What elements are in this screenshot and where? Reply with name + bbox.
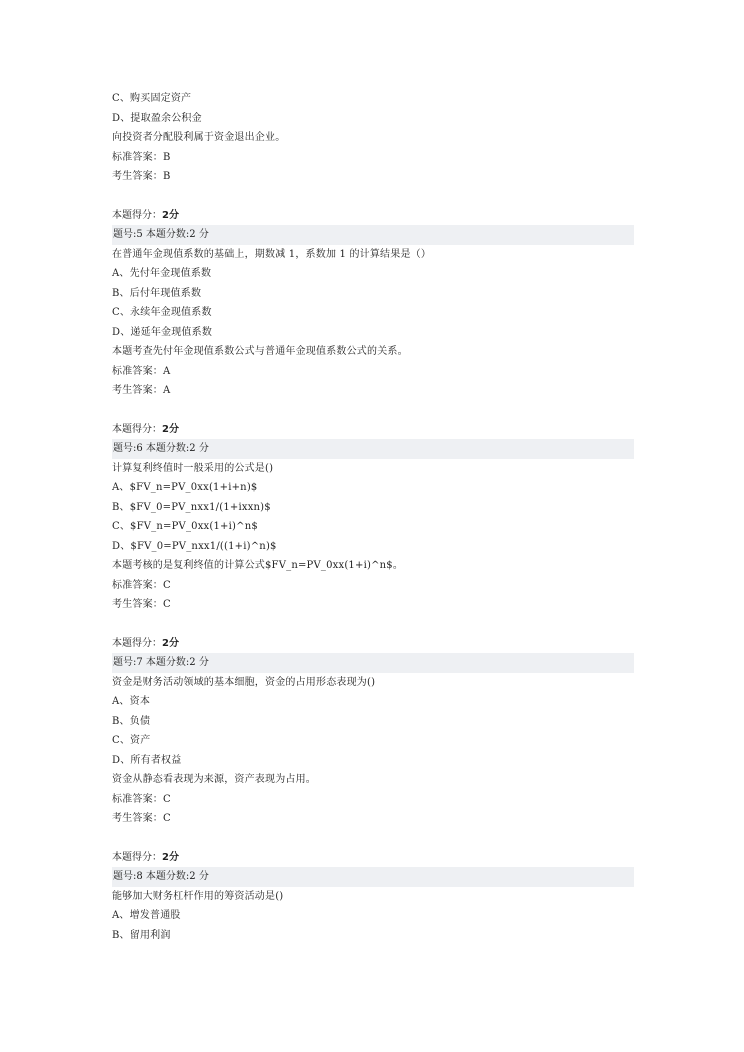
option-a: A、先付年金现值系数 xyxy=(112,268,212,279)
question-7 xyxy=(112,634,634,829)
explanation: 资金从静态看表现为来源，资产表现为占用。 xyxy=(112,774,316,785)
score-label: 本题得分： xyxy=(112,423,162,435)
option-a: A、资本 xyxy=(112,696,151,707)
explanation: 向投资者分配股利属于资金退出企业。 xyxy=(112,132,286,143)
question-header: 题号:8 本题分数:2 分 xyxy=(112,867,634,887)
student-answer: 考生答案：C xyxy=(112,599,171,610)
question-4-tail xyxy=(112,89,634,187)
score-label: 本题得分： xyxy=(112,851,162,863)
question-header: 题号:5 本题分数:2 分 xyxy=(112,225,634,245)
question-8 xyxy=(112,848,634,946)
standard-answer: 标准答案：B xyxy=(112,151,171,163)
option-c: C、资产 xyxy=(112,735,151,746)
score-line xyxy=(112,634,634,654)
question-header: 题号:7 本题分数:2 分 xyxy=(112,653,634,673)
score-value: 2分 xyxy=(162,851,179,863)
score-label: 本题得分： xyxy=(112,209,162,221)
score-value: 2分 xyxy=(162,423,179,435)
explanation: 本题考查先付年金现值系数公式与普通年金现值系数公式的关系。 xyxy=(112,346,408,357)
score-value: 2分 xyxy=(162,637,179,649)
option-b: B、留用利润 xyxy=(112,929,171,941)
score-label: 本题得分： xyxy=(112,637,162,649)
question-text: 能够加大财务杠杆作用的筹资活动是() xyxy=(112,890,284,902)
question-text: 在普通年金现值系数的基础上，期数减 1，系数加 1 的计算结果是（） xyxy=(112,248,432,260)
option-d: D、所有者权益 xyxy=(112,754,182,766)
option-b: B、后付年现值系数 xyxy=(112,287,202,299)
explanation: 本题考核的是复利终值的计算公式$FV_n=PV_0xx(1+i)^n$。 xyxy=(112,560,404,571)
option-d: D、递延年金现值系数 xyxy=(112,326,213,338)
option-c: C、购买固定资产 xyxy=(112,93,192,104)
option-c: C、$FV_n=PV_0xx(1+i)^n$ xyxy=(112,521,258,532)
student-answer: 考生答案：A xyxy=(112,385,171,396)
student-answer: 考生答案：C xyxy=(112,813,171,824)
score-line xyxy=(112,420,634,440)
student-answer: 考生答案：B xyxy=(112,171,171,182)
question-text: 计算复利终值时一般采用的公式是() xyxy=(112,462,274,474)
question-6 xyxy=(112,420,634,615)
option-d: D、提取盈余公积金 xyxy=(112,112,202,124)
option-b: B、负债 xyxy=(112,715,151,727)
option-b: B、$FV_0=PV_nxx1/(1+ixxn)$ xyxy=(112,501,271,513)
question-text: 资金是财务活动领域的基本细胞，资金的占用形态表现为() xyxy=(112,676,376,688)
option-d: D、$FV_0=PV_nxx1/((1+i)^n)$ xyxy=(112,540,277,552)
option-c: C、永续年金现值系数 xyxy=(112,307,212,318)
score-line xyxy=(112,206,634,226)
question-5 xyxy=(112,206,634,401)
score-line xyxy=(112,848,634,868)
score-value: 2分 xyxy=(162,209,179,221)
standard-answer: 标准答案：C xyxy=(112,793,171,805)
standard-answer: 标准答案：C xyxy=(112,579,171,591)
question-header: 题号:6 本题分数:2 分 xyxy=(112,439,634,459)
standard-answer: 标准答案：A xyxy=(112,365,171,377)
option-a: A、$FV_n=PV_0xx(1+i+n)$ xyxy=(112,482,258,493)
option-a: A、增发普通股 xyxy=(112,910,181,921)
exam-content xyxy=(112,89,634,945)
